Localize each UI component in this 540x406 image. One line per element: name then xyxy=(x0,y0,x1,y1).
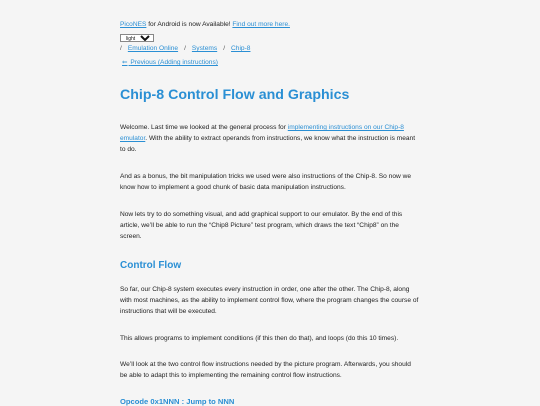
section-heading-control-flow: Control Flow xyxy=(120,260,182,271)
theme-select[interactable] xyxy=(120,34,154,42)
breadcrumb-separator: / xyxy=(223,45,226,52)
intro-paragraph-1 xyxy=(120,123,420,155)
intro-paragraph-2: And as a bonus, the bit manipulation tricks we used were also instructions of the Chip-8. So now we know how to implement a good chunk of basic data manipulation instructions. xyxy=(120,173,412,191)
opcode-heading: Opcode 0x1NNN : Jump to NNN xyxy=(120,397,235,406)
control-flow-paragraph-3: We’ll look at the two control flow instructions needed by the picture program. Afterwards, you should be able to adapt this to implementing the remaining control flow instructions. xyxy=(120,361,411,379)
find-out-more-link[interactable]: Find out more here. xyxy=(232,21,290,28)
breadcrumb-separator: / xyxy=(184,45,186,52)
breadcrumb-chip8[interactable]: Chip-8 xyxy=(231,45,251,52)
intro-p1-text-before: Welcome. Last time we looked at the general process for xyxy=(120,124,288,131)
implementing-instructions-link[interactable]: implementing instructions on our Chip-8 emulator xyxy=(120,124,404,142)
control-flow-paragraph-2: This allows programs to implement conditions (if this then do that), and loops (do this 10 times). xyxy=(120,335,399,342)
intro-p1-text-after: . With the ability to extract operands from instructions, we know what the instruction is meant to do. xyxy=(120,134,416,153)
banner-message: for Android is now Available! xyxy=(146,21,233,28)
previous-article-label: Previous (Adding instructions) xyxy=(130,59,218,66)
left-double-arrow-icon: ⇐ xyxy=(122,59,128,66)
announcement-banner xyxy=(120,21,290,28)
control-flow-paragraph-1: So far, our Chip-8 system executes every instruction in order, one after the other. The Chip-8, along with most machines, as the ability to implement control flow, where the program changes the course of instructions that will be executed. xyxy=(120,286,419,315)
breadcrumb-emulation-online[interactable]: Emulation Online xyxy=(127,45,179,52)
breadcrumb-systems[interactable]: Systems xyxy=(191,45,218,52)
breadcrumb-separator: / xyxy=(120,45,122,52)
picones-link[interactable]: PicoNES xyxy=(120,21,147,28)
intro-paragraph-3: Now lets try to do something visual, and add graphical support to our emulator. By the end of this article, we’ll be able to run the “Chip8 Picture” test program, which draws the text “Chip8” on the screen. xyxy=(120,211,403,240)
previous-article-link[interactable] xyxy=(122,59,218,66)
breadcrumb xyxy=(120,45,250,52)
previous-article-nav xyxy=(122,58,218,66)
page-title: Chip-8 Control Flow and Graphics xyxy=(120,87,350,103)
